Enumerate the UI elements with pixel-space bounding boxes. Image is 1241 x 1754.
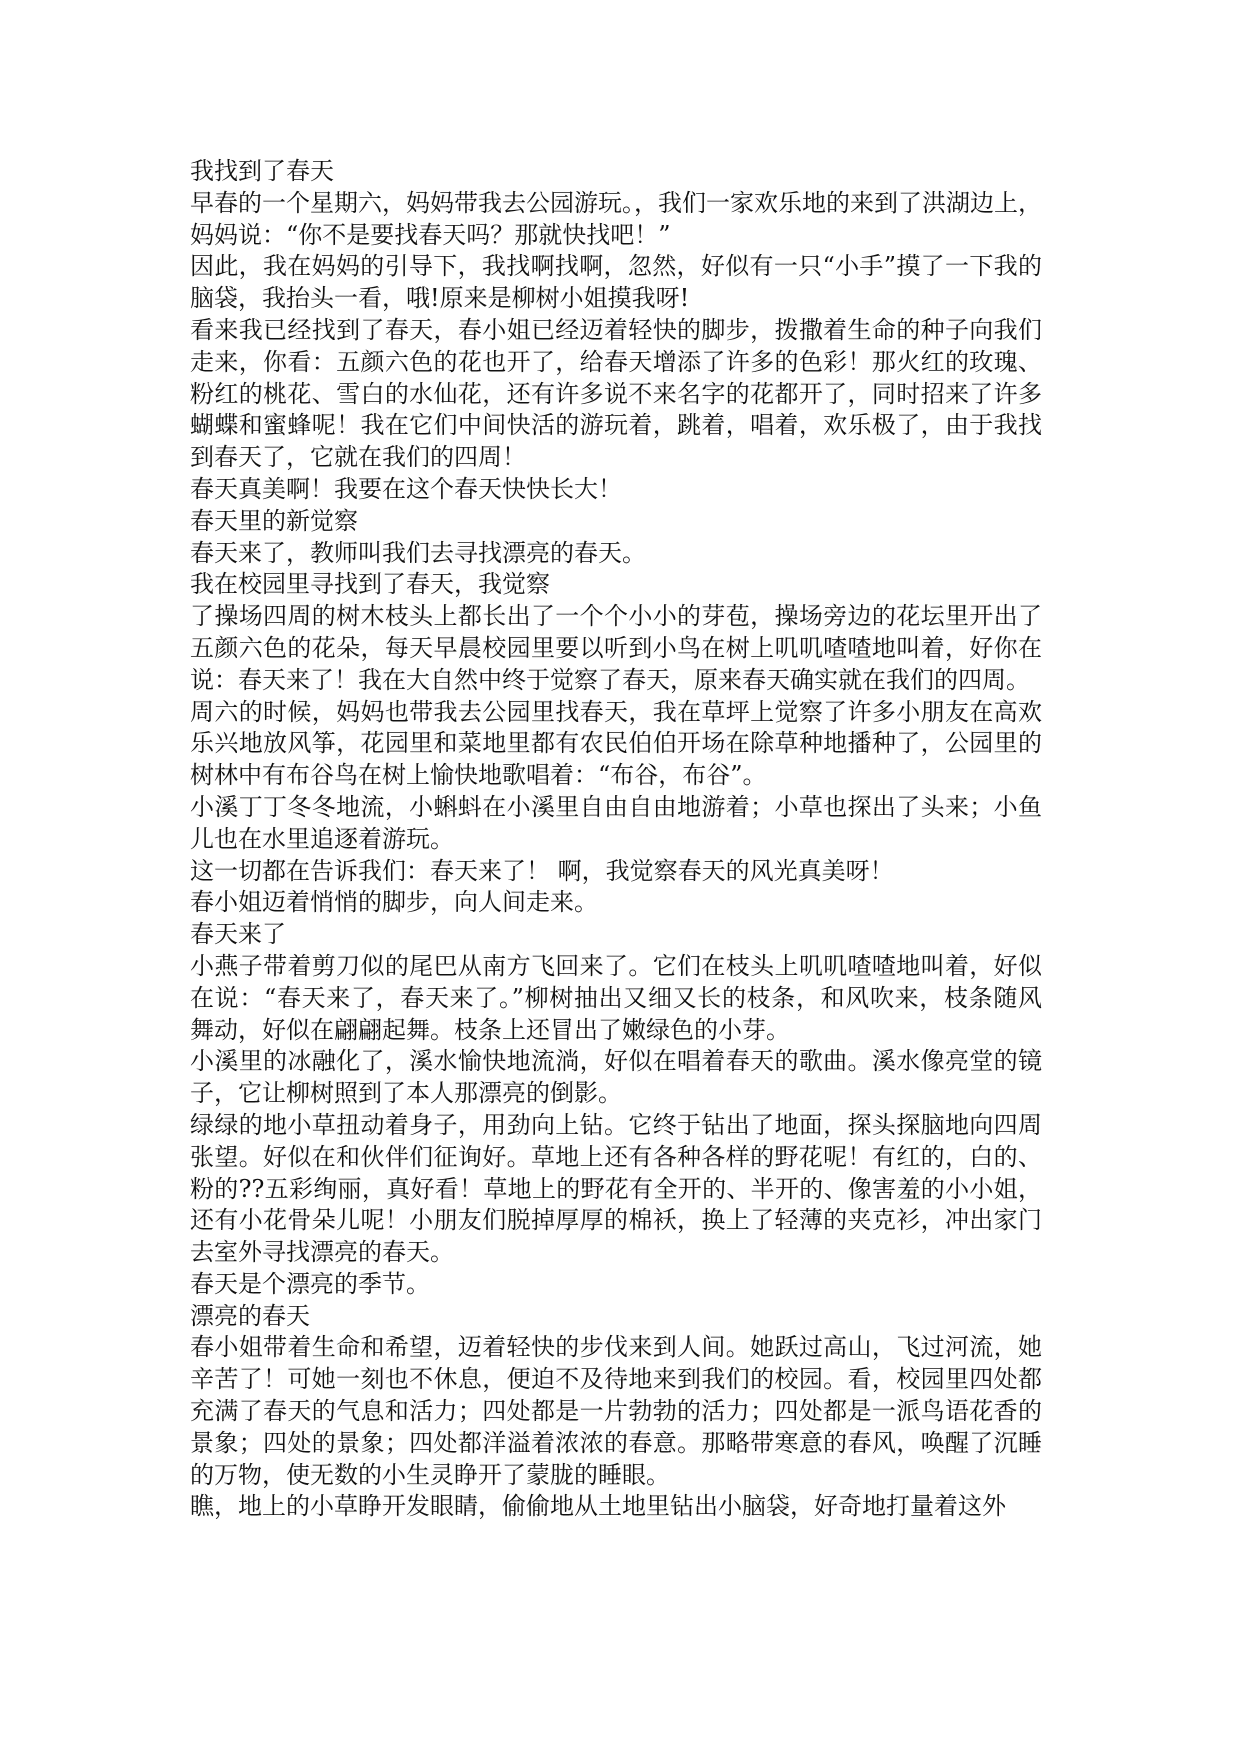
paragraph: 绿绿的地小草扭动着身子，用劲向上钻。它终于钻出了地面，探头探脑地向四周张望。好似在和伙伴们征询好。草地上还有各种各样的野花呢！有红的，白的、粉的??五彩绚丽，真好看！草地上的野花有全开的、半开的、像害羞的小小姐，还有小花骨朵儿呢！小朋友们脱掉厚厚的棉袄，换上了轻薄的夹克衫，冲出家门去室外寻找漂亮的春天。 <box>190 1110 1042 1267</box>
paragraph: 了操场四周的树木枝头上都长出了一个个小小的芽苞，操场旁边的花坛里开出了五颜六色的花朵，每天早晨校园里要以听到小鸟在树上叽叽喳喳地叫着，好你在说：春天来了！我在大自然中终于觉察了春天，原来春天确实就在我们的四周。 <box>190 602 1042 694</box>
section-title: 漂亮的春天 <box>190 1301 310 1330</box>
paragraph: 看来我已经找到了春天，春小姐已经迈着轻快的脚步，拨撒着生命的种子向我们走来，你看：五颜六色的花也开了，给春天增添了许多的色彩！那火红的玫瑰、粉红的桃花、雪白的水仙花，还有许多说不来名字的花都开了，同时招来了许多蝴蝶和蜜蜂呢！我在它们中间快活的游玩着，跳着，唱着，欢乐极了，由于我找到春天了，它就在我们的四周！ <box>190 315 1042 472</box>
paragraph: 这一切都在告诉我们：春天来了！ 啊，我觉察春天的风光真美呀！ <box>190 856 894 885</box>
paragraph: 春小姐迈着悄悄的脚步，向人间走来。 <box>190 888 598 917</box>
paragraph: 春天来了，教师叫我们去寻找漂亮的春天。 <box>190 538 646 567</box>
paragraph: 春天真美啊！我要在这个春天快快长大！ <box>190 474 622 503</box>
paragraph: 早春的一个星期六，妈妈带我去公园游玩。，我们一家欢乐地的来到了洪湖边上，妈妈说：“你不是要找春天吗？那就快找吧！” <box>190 188 1042 249</box>
paragraph: 小溪丁丁冬冬地流，小蝌蚪在小溪里自由自由地游着；小草也探出了头来；小鱼儿也在水里追逐着游玩。 <box>190 792 1042 853</box>
paragraph: 因此，我在妈妈的引导下，我找啊找啊，忽然，好似有一只“小手”摸了一下我的脑袋，我抬头一看，哦!原来是柳树小姐摸我呀! <box>190 252 1042 313</box>
document-page <box>190 156 1042 1523</box>
paragraph: 周六的时候，妈妈也带我去公园里找春天，我在草坪上觉察了许多小朋友在高欢乐兴地放风筝，花园里和菜地里都有农民伯伯开场在除草种地播种了，公园里的树林中有布谷鸟在树上愉快地歌唱着：“布谷，布谷”。 <box>190 697 1042 790</box>
paragraph: 小燕子带着剪刀似的尾巴从南方飞回来了。它们在枝头上叽叽喳喳地叫着，好似在说：“春天来了，春天来了。”柳树抽出又细又长的枝条，和风吹来，枝条随风舞动，好似在翩翩起舞。枝条上还冒出了嫩绿色的小芽。 <box>190 951 1042 1044</box>
paragraph: 小溪里的冰融化了，溪水愉快地流淌，好似在唱着春天的歌曲。溪水像亮堂的镜子，它让柳树照到了本人那漂亮的倒影。 <box>190 1047 1042 1108</box>
paragraph: 春小姐带着生命和希望，迈着轻快的步伐来到人间。她跃过高山，飞过河流，她辛苦了！可她一刻也不休息，便迫不及待地来到我们的校园。看，校园里四处都充满了春天的气息和活力；四处都是一片勃勃的活力；四处都是一派鸟语花香的景象；四处的景象；四处都洋溢着浓浓的春意。那略带寒意的春风，唤醒了沉睡的万物，使无数的小生灵睁开了蒙胧的睡眼。 <box>190 1333 1042 1489</box>
paragraph: 春天是个漂亮的季节。 <box>190 1269 430 1298</box>
section-title: 春天里的新觉察 <box>190 506 358 535</box>
paragraph: 瞧，地上的小草睁开发眼睛，偷偷地从土地里钻出小脑袋，好奇地打量着这外 <box>190 1492 1006 1521</box>
section-title: 春天来了 <box>190 920 286 949</box>
section-title: 我找到了春天 <box>190 157 334 185</box>
paragraph: 我在校园里寻找到了春天，我觉察 <box>190 570 550 599</box>
